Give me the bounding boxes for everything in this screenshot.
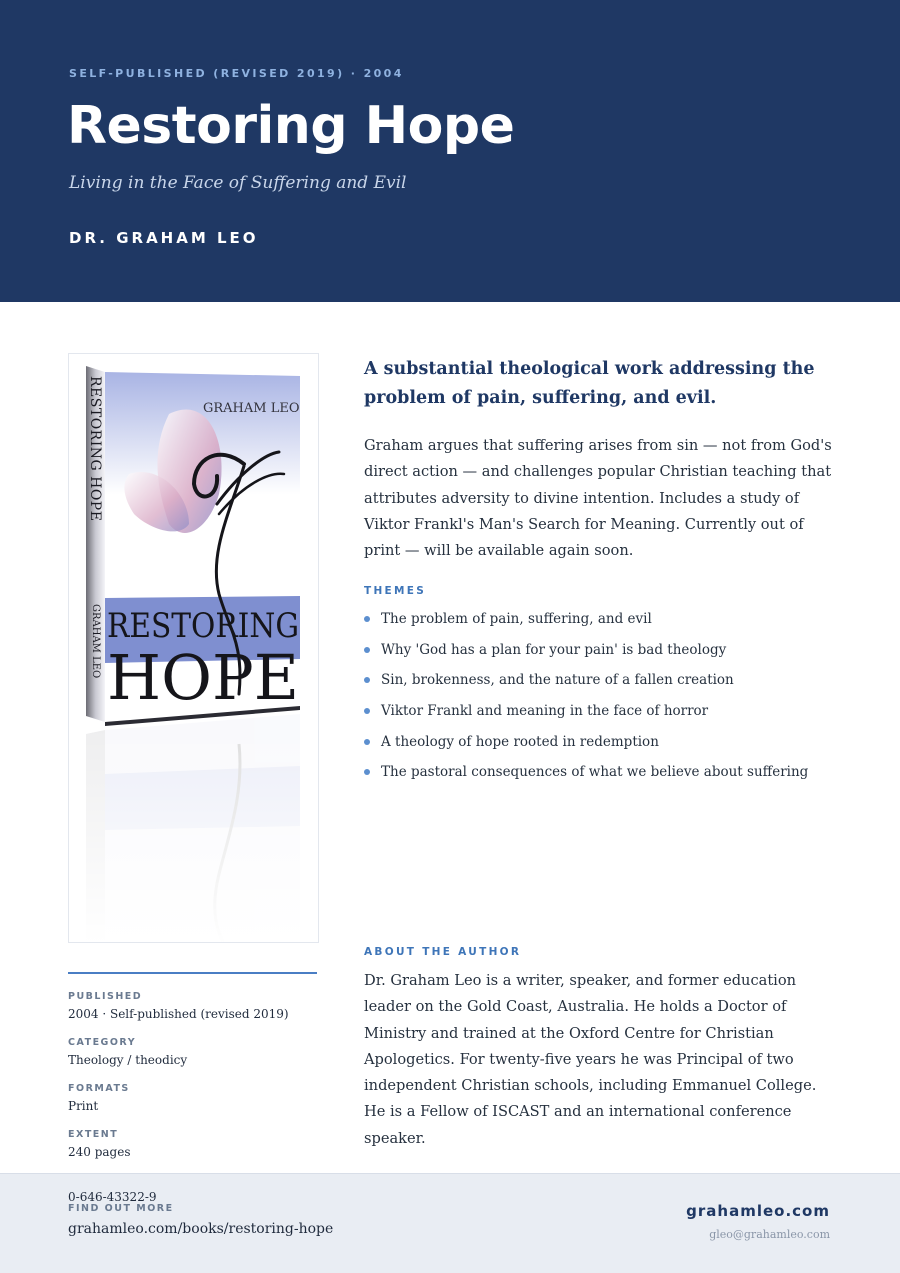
bullet-icon	[364, 708, 370, 714]
themes-heading: THEMES	[364, 585, 427, 597]
publication-kicker: SELF-PUBLISHED (REVISED 2019) · 2004	[69, 67, 404, 80]
list-item	[364, 638, 844, 669]
list-item	[364, 699, 844, 730]
bullet-icon	[364, 739, 370, 745]
header-band	[0, 0, 900, 302]
bullet-icon	[364, 616, 370, 622]
cover-title-line2: HOPE	[107, 641, 299, 714]
author-name: DR. GRAHAM LEO	[69, 229, 259, 247]
bullet-icon	[364, 677, 370, 683]
meta-value-category: Theology / theodicy	[68, 1053, 188, 1067]
meta-label-published: PUBLISHED	[68, 991, 143, 1002]
theme-text: Sin, brokenness, and the nature of a fallen creation	[381, 672, 734, 689]
theme-text: Why 'God has a plan for your pain' is bad theology	[381, 641, 727, 658]
cover-spine-author: GRAHAM LEO	[90, 604, 101, 679]
cover-title-line1: RESTORING	[107, 606, 299, 646]
bullet-icon	[364, 769, 370, 775]
list-item	[364, 607, 844, 638]
cover-spine-title: RESTORING HOPE	[87, 376, 103, 522]
about-author-heading: ABOUT THE AUTHOR	[364, 946, 522, 958]
cover-author-text: GRAHAM LEO	[203, 401, 300, 416]
find-out-more-label: FIND OUT MORE	[68, 1203, 174, 1214]
metadata-divider	[68, 972, 317, 974]
theme-text: A theology of hope rooted in redemption	[381, 733, 659, 750]
theme-text: Viktor Frankl and meaning in the face of horror	[381, 703, 709, 720]
email-link[interactable]: gleo@grahamleo.com	[709, 1228, 830, 1241]
list-item	[364, 668, 844, 699]
meta-value-formats: Print	[68, 1099, 99, 1113]
website-link[interactable]: grahamleo.com	[686, 1202, 830, 1220]
list-item	[364, 760, 844, 791]
book-page-link[interactable]: grahamleo.com/books/restoring-hope	[68, 1221, 334, 1237]
book-subtitle: Living in the Face of Suffering and Evil	[69, 173, 407, 193]
list-item	[364, 730, 844, 761]
meta-label-category: CATEGORY	[68, 1037, 137, 1048]
bullet-icon	[364, 647, 370, 653]
themes-list	[364, 607, 844, 791]
meta-label-formats: FORMATS	[68, 1083, 130, 1094]
meta-label-extent: EXTENT	[68, 1129, 119, 1140]
meta-value-isbn: 0-646-43322-9	[68, 1190, 157, 1204]
description-paragraph: Graham argues that suffering arises from sin — not from God's direct action — and challenges popular Christian teaching that attributes adversity to divine intention. Includes a study of Viktor Frankl's Man's Search for Meaning. Currently out of print — will be available again soon.	[364, 437, 832, 560]
book-cover-image	[68, 353, 319, 943]
theme-text: The problem of pain, suffering, and evil	[381, 611, 652, 627]
book-title: Restoring Hope	[67, 96, 515, 156]
meta-value-extent: 240 pages	[68, 1145, 131, 1159]
meta-value-published: 2004 · Self-published (revised 2019)	[68, 1007, 289, 1021]
about-author-paragraph: Dr. Graham Leo is a writer, speaker, and former education leader on the Gold Coast, Australia. He holds a Doctor of Ministry and trained at the Oxford Centre for Christian Apologetics. For twenty-five years he was Principal of two independent Christian schools, including Emmanuel College. He is a Fellow of ISCAST and an international conference speaker.	[364, 972, 817, 1147]
lead-paragraph: A substantial theological work addressing the problem of pain, suffering, and evil.	[364, 359, 815, 408]
theme-text: The pastoral consequences of what we believe about suffering	[381, 764, 809, 781]
